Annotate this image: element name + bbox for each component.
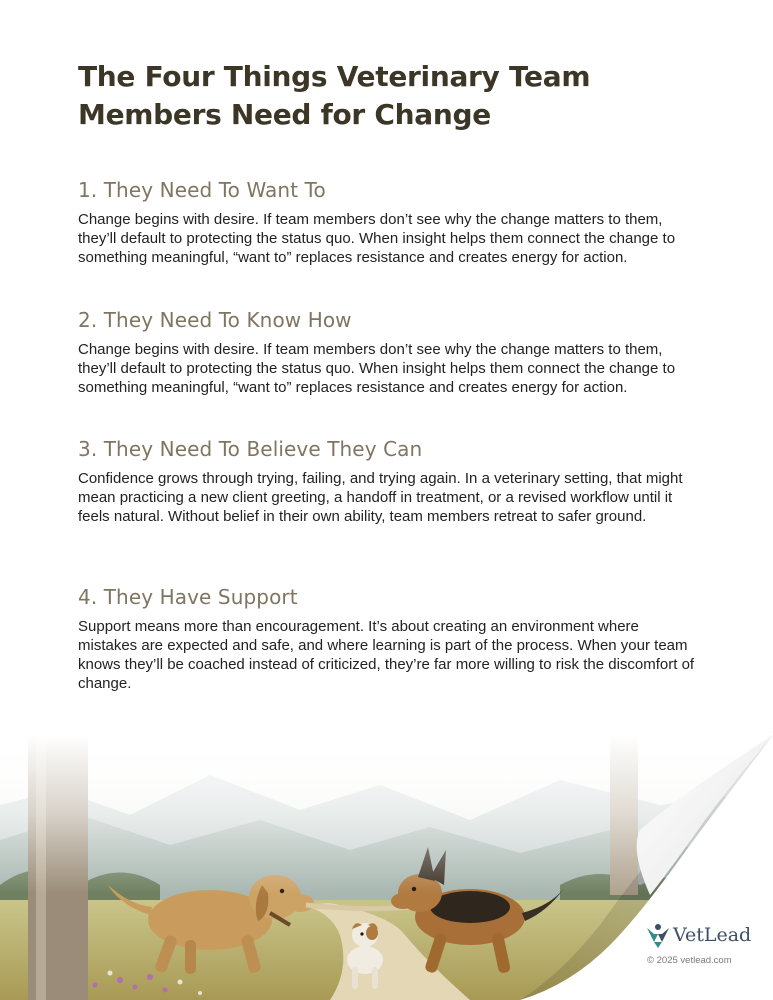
copyright-text: © 2025 vetlead.com — [647, 955, 732, 966]
brand-name: VetLead — [673, 924, 752, 946]
section-heading: 3. They Need To Believe They Can — [78, 437, 423, 461]
vetlead-logo-icon — [645, 922, 671, 948]
section-heading: 4. They Have Support — [78, 585, 298, 609]
section-body: Change begins with desire. If team members don’t see why the change matters to them, they’ll default to protecting the status quo. When insight helps them connect the change to something meaningful, “want to” replaces resistance and creates energy for action. — [78, 341, 676, 396]
section-know-how — [78, 308, 698, 397]
page-title-line-2: Members Need for Change — [78, 98, 491, 131]
page-title — [78, 58, 698, 134]
page-title-line-1: The Four Things Veterinary Team — [78, 60, 591, 93]
section-believe-they-can — [78, 437, 698, 526]
section-want-to — [78, 178, 698, 267]
section-have-support — [78, 585, 698, 693]
vetlead-logo — [645, 922, 755, 972]
section-body: Change begins with desire. If team members don’t see why the change matters to them, they’ll default to protecting the status quo. When insight helps them connect the change to something meaningful, “want to” replaces resistance and creates energy for action. — [78, 211, 676, 266]
section-heading: 1. They Need To Want To — [78, 178, 326, 202]
section-body: Support means more than encouragement. It’s about creating an environment where mistakes are expected and safe, and where learning is part of the process. When your team knows they’ll be coached instead of criticized, they’re far more willing to risk the discomfort of change. — [78, 618, 695, 692]
section-heading: 2. They Need To Know How — [78, 308, 352, 332]
section-body: Confidence grows through trying, failing, and trying again. In a veterinary setting, that might mean practicing a new client greeting, a handoff in treatment, or a revised workflow until it feels natural. Without belief in their own ability, team members retreat to safer ground. — [78, 470, 683, 525]
